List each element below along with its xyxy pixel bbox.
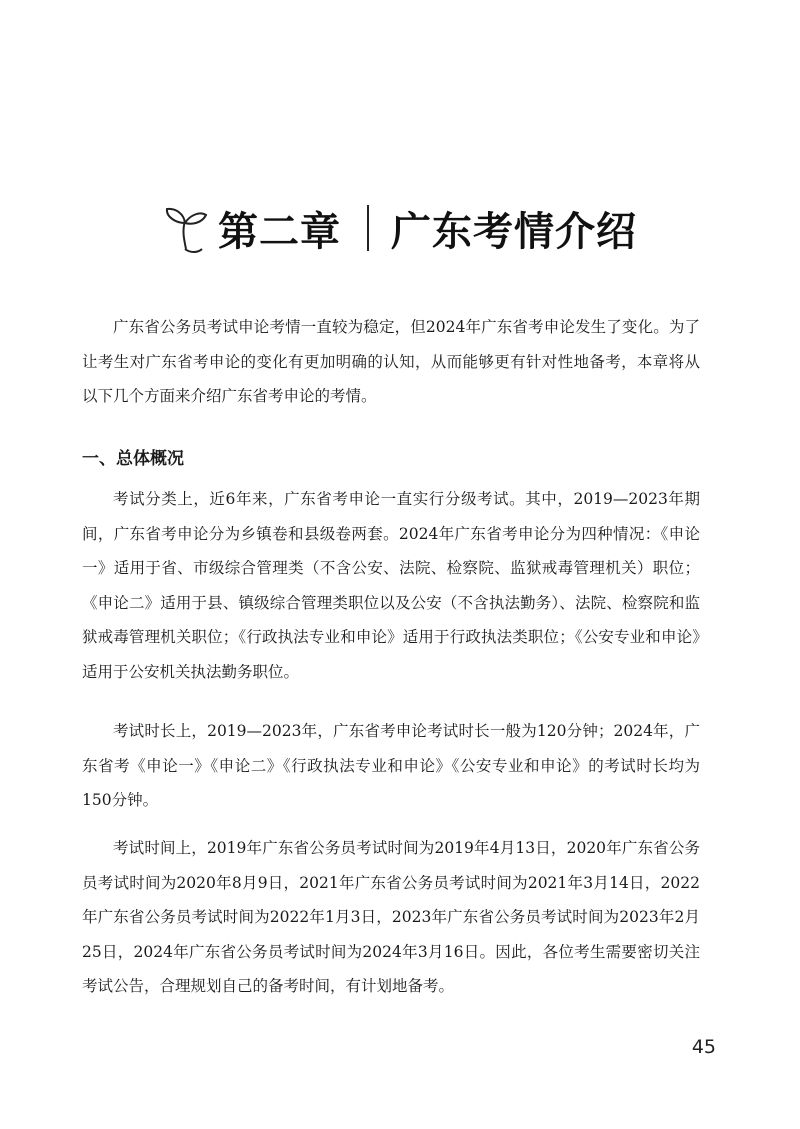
paragraph-exam-date: 考试时间上，2019年广东省公务员考试时间为2019年4月13日，2020年广东省公务员考试时间为2020年8月9日，2021年广东省公务员考试时间为2021年3月14日，2022年广东省公务员考试时间为2022年1月3日，2023年广东省公务员考试时间为2023年2月25日，2024年广东省公务员考试时间为2024年3月16日。因此，各位考生需要密切关注考试公告，合理规划自己的备考时间，有计划地备考。 — [82, 839, 700, 995]
section-heading: 一、总体概况 — [82, 449, 184, 469]
chapter-number: 第二章 — [218, 208, 341, 255]
chapter-divider — [367, 205, 369, 251]
chapter-heading — [156, 196, 637, 260]
chapter-title: 广东考情介绍 — [391, 208, 637, 255]
sprout-icon — [156, 199, 214, 257]
paragraph-exam-duration: 考试时长上，2019—2023年，广东省考申论考试时长一般为120分钟；2024年，广东省考《申论一》《申论二》《行政执法专业和申论》《公安专业和申论》的考试时长均为150分钟。 — [82, 722, 700, 809]
intro-paragraph: 广东省公务员考试申论考情一直较为稳定，但2024年广东省考申论发生了变化。为了让考生对广东省考申论的变化有更加明确的认知，从而能够更有针对性地备考，本章将从以下几个方面来介绍广东省考申论的考情。 — [82, 318, 700, 405]
page-number: 45 — [691, 1036, 716, 1058]
paragraph-exam-category: 考试分类上，近6年来，广东省考申论一直实行分级考试。其中，2019—2023年期间，广东省考申论分为乡镇卷和县级卷两套。2024年广东省考申论分为四种情况：《申论一》适用于省、市级综合管理类（不含公安、法院、检察院、监狱戒毒管理机关）职位；《申论二》适用于县、镇级综合管理类职位以及公安（不含执法勤务）、法院、检察院和监狱戒毒管理机关职位；《行政执法专业和申论》适用于行政执法类职位；《公安专业和申论》适用于公安机关执法勤务职位。 — [82, 490, 700, 681]
